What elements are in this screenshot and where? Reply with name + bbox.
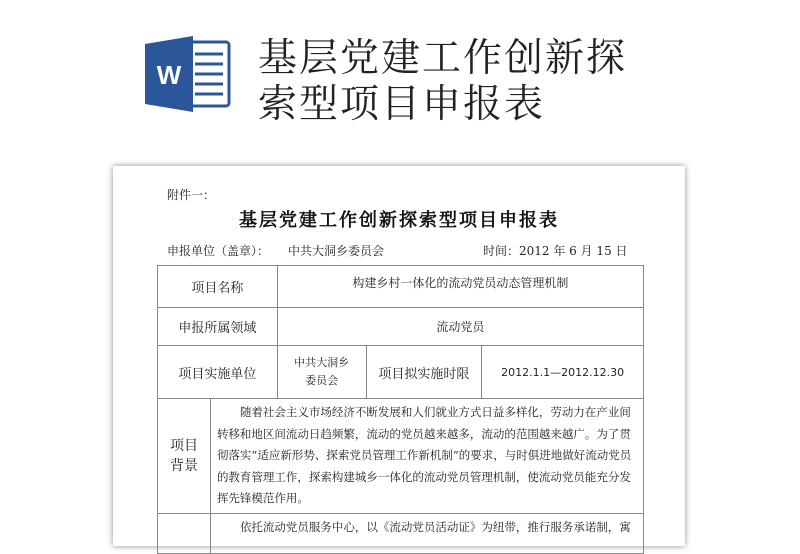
title-line-2: 索型项目申报表 [258, 82, 546, 127]
impl-unit-label: 项目实施单位 [158, 346, 278, 399]
unit-label: 申报单位（盖章）： [167, 244, 270, 258]
project-name-label: 项目名称 [158, 266, 278, 308]
title-line-1: 基层党建工作创新探 [258, 36, 628, 81]
application-table [157, 265, 644, 554]
page-title [258, 36, 627, 128]
document-page [113, 166, 685, 546]
date-text: 时间：2012 年 6 月 15 日 [483, 244, 628, 258]
field-label: 申报所属领域 [158, 308, 278, 346]
next-row-label [158, 513, 211, 553]
word-icon [145, 36, 231, 112]
document-title: 基层党建工作创新探索型项目申报表 [239, 210, 559, 231]
attachment-label: 附件一： [167, 188, 216, 202]
unit-value: 中共大洞乡委员会 [288, 244, 385, 258]
next-row-text: 依托流动党员服务中心，以《流动党员活动证》为纽带，推行服务承诺制，寓 [210, 513, 643, 553]
background-text: 随着社会主义市场经济不断发展和人们就业方式日益多样化，劳动力在产业间转移和地区间流动日趋频繁，流动的党员越来越多，流动的范围越来越广。为了贯彻落实“适应新形势、探索党员管理工作新机制”的要求，与时俱进地做好流动党员的教育管理工作，探索构建城乡一体化的流动党员管理机制，使流动党员能充分发挥先锋模范作用。 [210, 399, 643, 514]
svg-text:W: W [156, 60, 182, 90]
background-label: 项目背景 [158, 399, 211, 514]
period-value: 2012.1.1—2012.12.30 [482, 346, 644, 399]
period-label: 项目拟实施时限 [366, 346, 482, 399]
project-name-value: 构建乡村一体化的流动党员动态管理机制 [277, 266, 643, 308]
impl-unit-value: 中共大洞乡委员会 [277, 346, 366, 399]
field-value: 流动党员 [277, 308, 643, 346]
